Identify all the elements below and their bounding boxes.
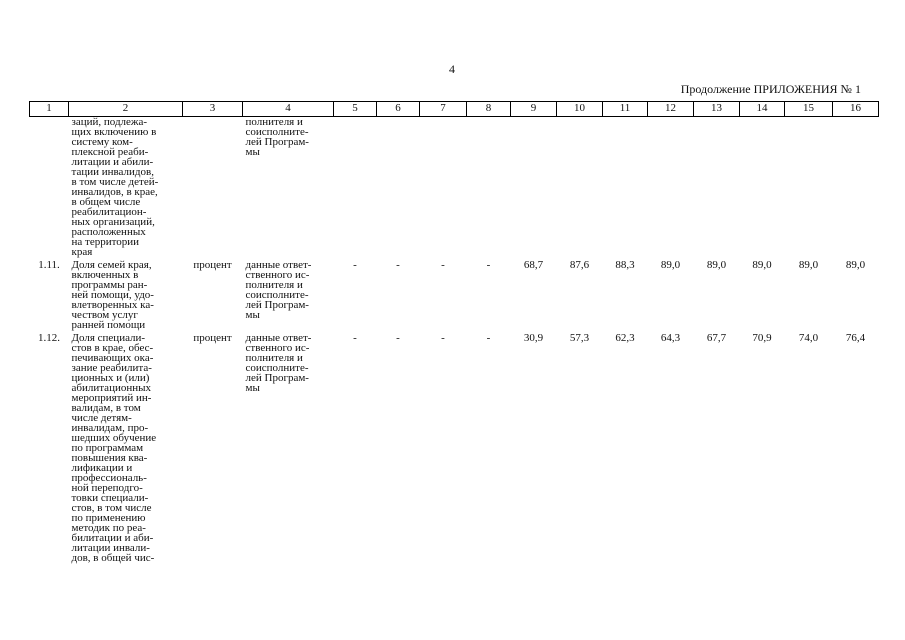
column-header-1: 1 [30,102,69,117]
value-col-6 [377,117,420,258]
column-header-13: 13 [694,102,740,117]
column-header-10: 10 [557,102,603,117]
row-number: 1.12. [38,332,60,344]
continuation-label: Продолжение ПРИЛОЖЕНИЯ № 1 [680,82,861,96]
column-header-9: 9 [511,102,557,117]
value-col-16 [833,117,879,258]
value-col-10 [557,117,603,258]
value-col-16: 76,4 [845,332,866,344]
value-col-8: - [486,332,491,344]
column-header-15: 15 [785,102,833,117]
value-col-12 [648,117,694,258]
value-col-7 [420,117,467,258]
value-col-13: 89,0 [706,259,727,271]
column-header-11: 11 [603,102,648,117]
column-header-16: 16 [833,102,879,117]
table-row [30,117,879,258]
value-col-6: - [396,332,400,344]
column-header-6: 6 [377,102,420,117]
value-col-10: 57,3 [569,332,590,344]
value-col-12: 64,3 [660,332,681,344]
value-col-8: - [486,259,491,271]
value-col-11: 62,3 [615,332,635,344]
unit-of-measure [183,117,243,258]
column-header-row [30,102,879,117]
table-row [30,330,879,563]
indicator-name: заций, подлежа- щих включению в систему ком- плексной реаби- литации и абили- тации инвалидов, в том числе детей- инвалидов, в крае, в общем числе реабилитацион- ных организаций, расположенных на территории края [71,116,159,258]
value-col-10: 87,6 [569,259,590,271]
indicator-name: Доля семей края, включенных в программы ран- ней помощи, удо- влетворенных ка- чеством услуг ранней помощи [71,259,154,331]
column-header-5: 5 [334,102,377,117]
data-source: данные ответ- ственного ис- полнителя и соисполните- лей Програм- мы [245,332,312,394]
value-col-13: 67,7 [706,332,727,344]
column-header-14: 14 [740,102,785,117]
unit-of-measure: процент [193,332,232,344]
value-col-12: 89,0 [660,259,681,271]
row-number: 1.11. [38,259,60,271]
value-col-11: 88,3 [615,259,635,271]
column-header-4: 4 [243,102,334,117]
value-col-5: - [353,332,357,344]
column-header-3: 3 [183,102,243,117]
value-col-15: 89,0 [798,259,819,271]
value-col-5 [334,117,377,258]
value-col-8 [467,117,511,258]
indicator-name: Доля специали- стов в крае, обес- печивающих ока- зание реабилита- ционных и (или) абилитационных мероприятий ин- валидам, в том числе детям- инвалидам, про- шедших обучение по программам повышения ква- лификации и профессиональ- ной переподго- товки специали- стов, в том числе по применению методик по реа- билитации и аби- литации инвали- дов, в общей чис- [71,332,157,564]
value-col-7: - [441,259,445,271]
value-col-5: - [353,259,357,271]
value-col-16: 89,0 [845,259,866,271]
value-col-7: - [441,332,445,344]
indicator-table [29,101,879,563]
data-source: полнителя и соисполните- лей Програм- мы [245,116,309,158]
value-col-14 [740,117,785,258]
unit-of-measure: процент [193,259,232,271]
data-source: данные ответ- ственного ис- полнителя и соисполните- лей Програм- мы [245,259,312,321]
row-number [30,117,69,258]
value-col-9: 68,7 [523,259,544,271]
value-col-14: 70,9 [752,332,772,344]
table-row [30,257,879,330]
value-col-6: - [396,259,400,271]
value-col-9 [511,117,557,258]
page-number: 4 [449,62,455,76]
column-header-12: 12 [648,102,694,117]
value-col-13 [694,117,740,258]
value-col-15 [785,117,833,258]
value-col-15: 74,0 [798,332,819,344]
column-header-7: 7 [420,102,467,117]
column-header-8: 8 [467,102,511,117]
value-col-9: 30,9 [523,332,544,344]
column-header-2: 2 [69,102,183,117]
value-col-14: 89,0 [752,259,772,271]
value-col-11 [603,117,648,258]
